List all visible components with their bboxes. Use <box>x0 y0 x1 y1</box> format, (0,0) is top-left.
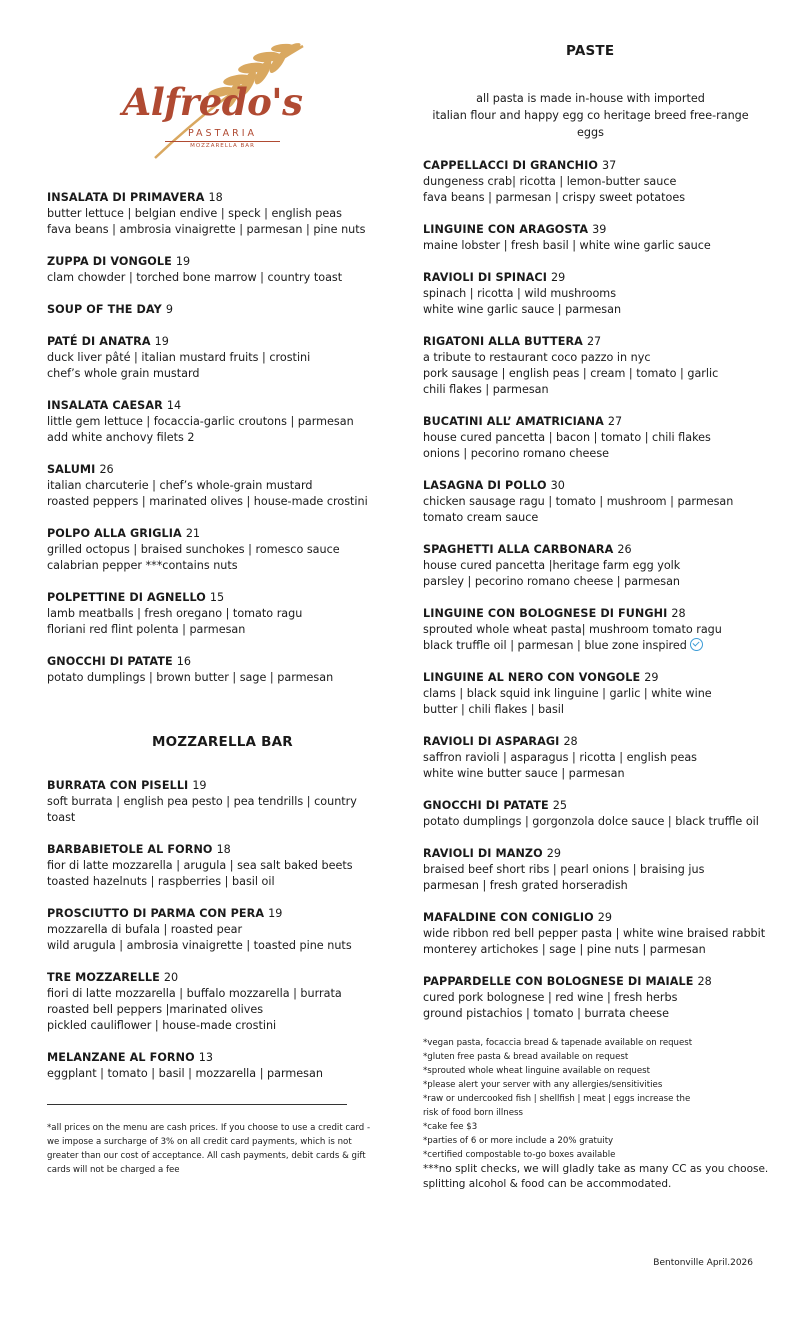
item-description: grilled octopus | braised sunchokes | romesco sauce <box>47 543 340 556</box>
item-name: PAPPARDELLE CON BOLOGNESE DI MAIALE <box>423 975 694 988</box>
item-description: roasted peppers | marinated olives | house-made crostini <box>47 495 368 508</box>
logo-tagline: MOZZARELLA BAR <box>165 141 280 149</box>
item-name: PATÉ DI ANATRA <box>47 335 151 348</box>
menu-notes <box>423 1036 783 1192</box>
item-description: wide ribbon red bell pepper pasta | white wine braised rabbit <box>423 927 766 940</box>
item-price: 20 <box>163 971 179 984</box>
item-price: 37 <box>602 159 617 172</box>
menu-item <box>423 910 783 958</box>
item-description: italian charcuterie | chef’s whole-grain mustard <box>47 479 313 492</box>
item-price: 13 <box>198 1051 213 1064</box>
item-description: roasted bell peppers |marinated olives <box>47 1003 264 1016</box>
starters-list <box>47 190 387 702</box>
item-price: 28 <box>563 735 578 748</box>
note-line: *cake fee $3 <box>423 1122 478 1132</box>
menu-item <box>423 798 783 830</box>
split-check-note: splitting alcohol & food can be accommodated. <box>423 1178 672 1190</box>
note-line: *please alert your server with any allergies/sensitivities <box>423 1080 663 1090</box>
item-description: a tribute to restaurant coco pazzo in nyc <box>423 351 651 364</box>
item-price: 39 <box>592 223 607 236</box>
item-price: 30 <box>550 479 565 492</box>
item-description: fior di latte mozzarella | arugula | sea salt baked beets <box>47 859 353 872</box>
note-line: *parties of 6 or more include a 20% gratuity <box>423 1136 614 1146</box>
paste-list <box>423 158 783 1192</box>
item-description: mozzarella di bufala | roasted pear <box>47 923 243 936</box>
item-description: chicken sausage ragu | tomato | mushroom | parmesan <box>423 495 734 508</box>
item-price: 25 <box>552 799 567 812</box>
note-line: *certified compostable to-go boxes available <box>423 1150 616 1160</box>
item-price: 28 <box>671 607 686 620</box>
item-price: 27 <box>607 415 623 428</box>
item-price: 14 <box>166 399 182 412</box>
credit-card-note: *all prices on the menu are cash prices. If you choose to use a credit card - we impose a surcharge of 3% on all credit card payments, which is not greater than our cost of acceptance. All cash payments, debit cards & gift cards will not be charged a fee <box>47 1123 371 1175</box>
note-line: *raw or undercooked fish | shellfish | meat | eggs increase the <box>423 1094 691 1104</box>
item-price: 29 <box>551 271 566 284</box>
item-name: ZUPPA DI VONGOLE <box>47 255 172 268</box>
menu-item <box>423 734 783 782</box>
item-description: pickled cauliflower | house-made crostini <box>47 1019 277 1032</box>
item-description: little gem lettuce | focaccia-garlic croutons | parmesan <box>47 415 354 428</box>
item-name: RAVIOLI DI SPINACI <box>423 271 547 284</box>
item-name: LASAGNA DI POLLO <box>423 479 547 492</box>
item-name: INSALATA DI PRIMAVERA <box>47 191 205 204</box>
item-name: SALUMI <box>47 463 96 476</box>
item-description: butter lettuce | belgian endive | speck | english peas <box>47 207 342 220</box>
item-price: 19 <box>154 335 169 348</box>
item-description: calabrian pepper ***contains nuts <box>47 559 238 572</box>
split-check-note: ***no split checks, we will gladly take as many CC as you choose. <box>423 1163 769 1175</box>
item-description: parmesan | fresh grated horseradish <box>423 879 628 892</box>
item-description: onions | pecorino romano cheese <box>423 447 610 460</box>
item-description: dungeness crab| ricotta | lemon-butter sauce <box>423 175 677 188</box>
item-name: RAVIOLI DI ASPARAGI <box>423 735 560 748</box>
item-price: 28 <box>697 975 712 988</box>
menu-item <box>47 590 387 638</box>
item-name: CAPPELLACCI DI GRANCHIO <box>423 159 599 172</box>
item-description: toasted hazelnuts | raspberries | basil oil <box>47 875 275 888</box>
item-description: clam chowder | torched bone marrow | country toast <box>47 271 343 284</box>
mozzarella-list <box>47 778 387 1098</box>
menu-item <box>47 906 387 954</box>
item-price: 18 <box>216 843 231 856</box>
item-description: white wine garlic sauce | parmesan <box>423 303 622 316</box>
item-price: 27 <box>586 335 602 348</box>
item-description: lamb meatballs | fresh oregano | tomato ragu <box>47 607 303 620</box>
menu-item <box>423 414 783 462</box>
item-description: braised beef short ribs | pearl onions | braising jus <box>423 863 705 876</box>
item-description: house cured pancetta | bacon | tomato | chili flakes <box>423 431 711 444</box>
item-price: 19 <box>192 779 207 792</box>
note-line: *sprouted whole wheat linguine available on request <box>423 1066 650 1076</box>
item-description: house cured pancetta |heritage farm egg yolk <box>423 559 681 572</box>
item-description: clams | black squid ink linguine | garlic | white wine <box>423 687 712 700</box>
item-description: fava beans | parmesan | crispy sweet potatoes <box>423 191 686 204</box>
menu-item <box>47 190 387 238</box>
menu-item <box>47 970 387 1034</box>
paste-intro-line: all pasta is made in-house with imported <box>476 92 705 105</box>
item-name: RAVIOLI DI MANZO <box>423 847 543 860</box>
item-description: ground pistachios | tomato | burrata cheese <box>423 1007 669 1020</box>
item-description: floriani red flint polenta | parmesan <box>47 623 246 636</box>
menu-item <box>47 526 387 574</box>
item-name: LINGUINE CON BOLOGNESE DI FUNGHI <box>423 607 668 620</box>
item-name: GNOCCHI DI PATATE <box>423 799 549 812</box>
item-description: tomato cream sauce <box>423 511 539 524</box>
item-description: cured pork bolognese | red wine | fresh herbs <box>423 991 678 1004</box>
item-description: wild arugula | ambrosia vinaigrette | toasted pine nuts <box>47 939 352 952</box>
restaurant-logo <box>115 40 310 165</box>
menu-item <box>47 778 387 826</box>
checkmark-icon <box>690 638 703 651</box>
item-description: spinach | ricotta | wild mushrooms <box>423 287 617 300</box>
logo-subtitle: PASTARIA <box>187 128 258 139</box>
item-price: 26 <box>617 543 632 556</box>
item-price: 21 <box>185 527 201 540</box>
item-price: 9 <box>165 303 173 316</box>
item-price: 18 <box>208 191 223 204</box>
item-name: BUCATINI ALL’ AMATRICIANA <box>423 415 604 428</box>
item-description: soft burrata | english pea pesto | pea tendrills | country toast <box>47 795 357 824</box>
menu-item <box>47 398 387 446</box>
item-price: 15 <box>209 591 225 604</box>
item-price: 29 <box>597 911 612 924</box>
menu-item <box>47 254 387 286</box>
item-description: potato dumplings | gorgonzola dolce sauce | black truffle oil <box>423 815 759 828</box>
menu-item <box>47 842 387 890</box>
logo-script: Alfredo's <box>122 80 303 124</box>
item-name: MAFALDINE CON CONIGLIO <box>423 911 594 924</box>
menu-item <box>423 542 783 590</box>
menu-item <box>423 606 783 654</box>
note-line: *vegan pasta, focaccia bread & tapenade available on request <box>423 1038 693 1048</box>
item-price: 29 <box>644 671 659 684</box>
item-name: BURRATA CON PISELLI <box>47 779 189 792</box>
item-price: 16 <box>176 655 191 668</box>
item-name: POLPO ALLA GRIGLIA <box>47 527 182 540</box>
divider <box>47 1104 347 1105</box>
item-name: LINGUINE AL NERO CON VONGOLE <box>423 671 641 684</box>
item-name: LINGUINE CON ARAGOSTA <box>423 223 589 236</box>
menu-item <box>47 334 387 382</box>
item-description: maine lobster | fresh basil | white wine garlic sauce <box>423 239 711 252</box>
menu-item <box>423 334 783 398</box>
menu-item <box>47 462 387 510</box>
menu-item <box>47 1050 387 1082</box>
item-name: GNOCCHI DI PATATE <box>47 655 173 668</box>
mozzarella-bar-heading: MOZZARELLA BAR <box>152 734 293 750</box>
item-price: 19 <box>268 907 283 920</box>
item-description: potato dumplings | brown butter | sage | parmesan <box>47 671 334 684</box>
item-description: sprouted whole wheat pasta| mushroom tomato ragu <box>423 623 722 636</box>
item-description: chili flakes | parmesan <box>423 383 549 396</box>
item-description: white wine butter sauce | parmesan <box>423 767 625 780</box>
menu-item <box>423 670 783 718</box>
item-name: POLPETTINE DI AGNELLO <box>47 591 206 604</box>
item-name: RIGATONI ALLA BUTTERA <box>423 335 583 348</box>
item-price: 26 <box>99 463 114 476</box>
item-price: 19 <box>175 255 191 268</box>
item-price: 29 <box>546 847 562 860</box>
menu-item <box>423 478 783 526</box>
paste-heading: PASTE <box>566 43 615 59</box>
menu-item <box>423 846 783 894</box>
paste-intro <box>423 90 758 141</box>
item-description: butter | chili flakes | basil <box>423 703 565 716</box>
item-name: PROSCIUTTO DI PARMA CON PERA <box>47 907 265 920</box>
location-date-footer: Bentonville April.2026 <box>653 1258 753 1268</box>
menu-item <box>47 302 387 318</box>
item-description: duck liver pâté | italian mustard fruits | crostini <box>47 351 311 364</box>
item-description: pork sausage | english peas | cream | tomato | garlic <box>423 367 719 380</box>
item-name: MELANZANE AL FORNO <box>47 1051 195 1064</box>
item-description: parsley | pecorino romano cheese | parmesan <box>423 575 681 588</box>
paste-intro-line: italian flour and happy egg co heritage breed free-range eggs <box>432 109 749 139</box>
item-description: eggplant | tomato | basil | mozzarella | parmesan <box>47 1067 323 1080</box>
item-description: fiori di latte mozzarella | buffalo mozzarella | burrata <box>47 987 342 1000</box>
menu-item <box>423 270 783 318</box>
item-name: SOUP OF THE DAY <box>47 303 162 316</box>
item-description <box>423 638 783 654</box>
item-description: add white anchovy filets 2 <box>47 431 195 444</box>
item-description-text: black truffle oil | parmesan | blue zone inspired <box>423 639 687 652</box>
menu-item <box>423 974 783 1022</box>
item-name: BARBABIETOLE AL FORNO <box>47 843 213 856</box>
menu-item <box>423 158 783 206</box>
menu-item <box>47 654 387 686</box>
menu-item <box>423 222 783 254</box>
item-description: saffron ravioli | asparagus | ricotta | english peas <box>423 751 698 764</box>
item-description: monterey artichokes | sage | pine nuts | parmesan <box>423 943 706 956</box>
note-line: risk of food born illness <box>423 1108 523 1118</box>
item-name: TRE MOZZARELLE <box>47 971 160 984</box>
item-name: INSALATA CAESAR <box>47 399 163 412</box>
item-description: chef’s whole grain mustard <box>47 367 200 380</box>
item-description: fava beans | ambrosia vinaigrette | parmesan | pine nuts <box>47 223 366 236</box>
item-name: SPAGHETTI ALLA CARBONARA <box>423 543 614 556</box>
note-line: *gluten free pasta & bread available on request <box>423 1052 629 1062</box>
